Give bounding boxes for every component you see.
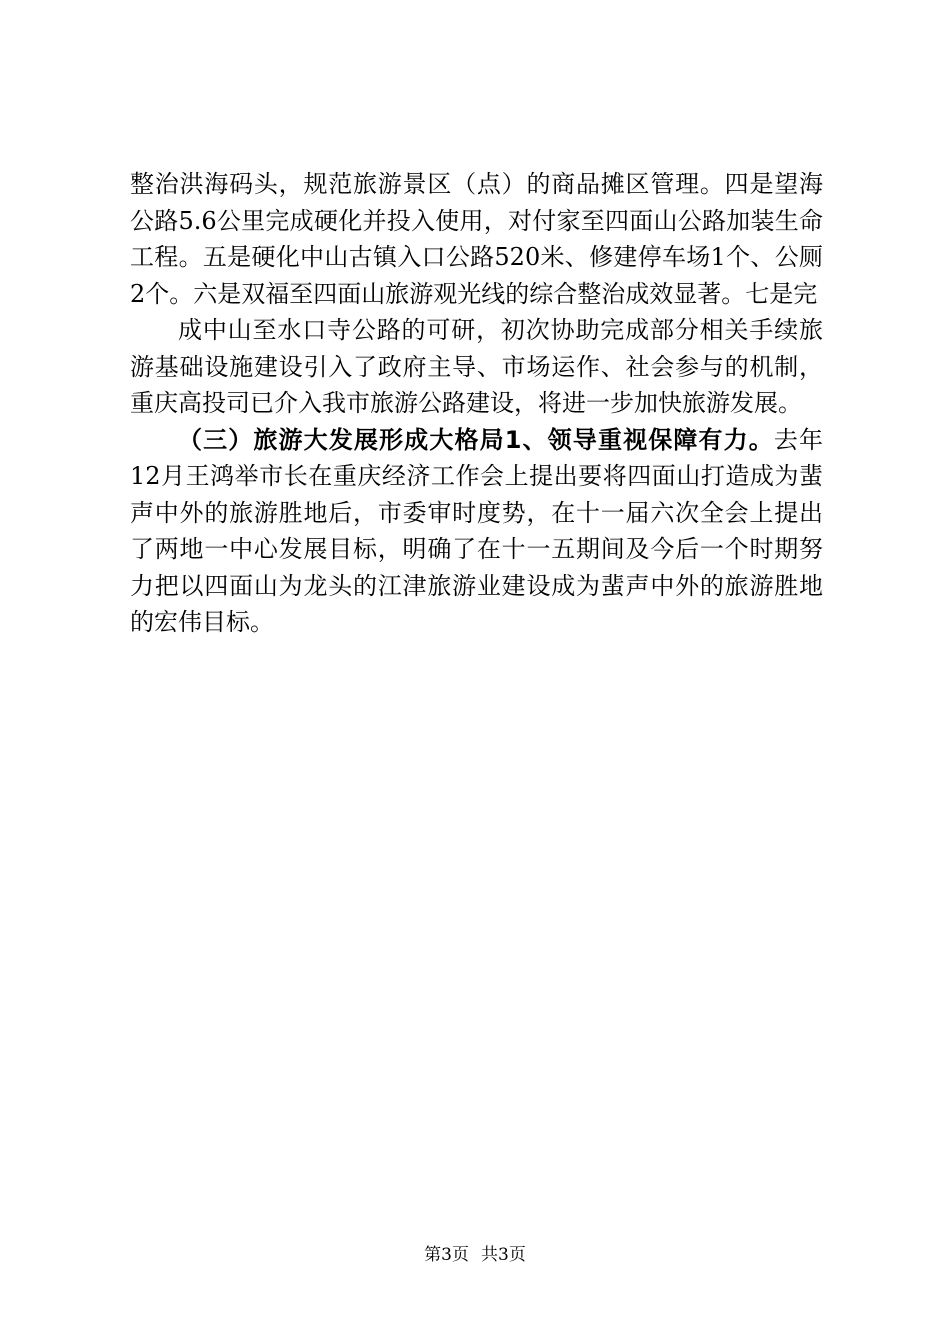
page-number-total: 共3页 [481, 1245, 526, 1265]
section-3-body: 去年12月王鸿举市长在重庆经济工作会上提出要将四面山打造成为蜚声中外的旅游胜地后，市委审时度势，在十一届六次全会上提出了两地一中心发展目标，明确了在十一五期间及今后一个时期努力把以四面山为龙头的江津旅游业建设成为蜚声中外的旅游胜地的宏伟目标。 [130, 425, 824, 636]
paragraph-1: 整治洪海码头，规范旅游景区（点）的商品摊区管理。四是望海公路5.6公里完成硬化并投入使用，对付家至四面山公路加装生命工程。五是硬化中山古镇入口公路520米、修建停车场1个、公厕2个。六是双福至四面山旅游观光线的综合整治成效显著。七是完 [130, 170, 823, 308]
page-footer [0, 1244, 950, 1266]
paragraph-2: 成中山至水口寺公路的可研，初次协助完成部分相关手续旅游基础设施建设引入了政府主导、市场运作、社会参与的机制，重庆高投司已介入我市旅游公路建设，将进一步加快旅游发展。 [130, 316, 823, 417]
paragraph-section-3 [130, 422, 823, 641]
page-number-current: 第3页 [424, 1245, 469, 1265]
section-3-heading: （三）旅游大发展形成大格局1、领导重视保障有力。 [178, 425, 774, 454]
document-body [130, 166, 823, 641]
